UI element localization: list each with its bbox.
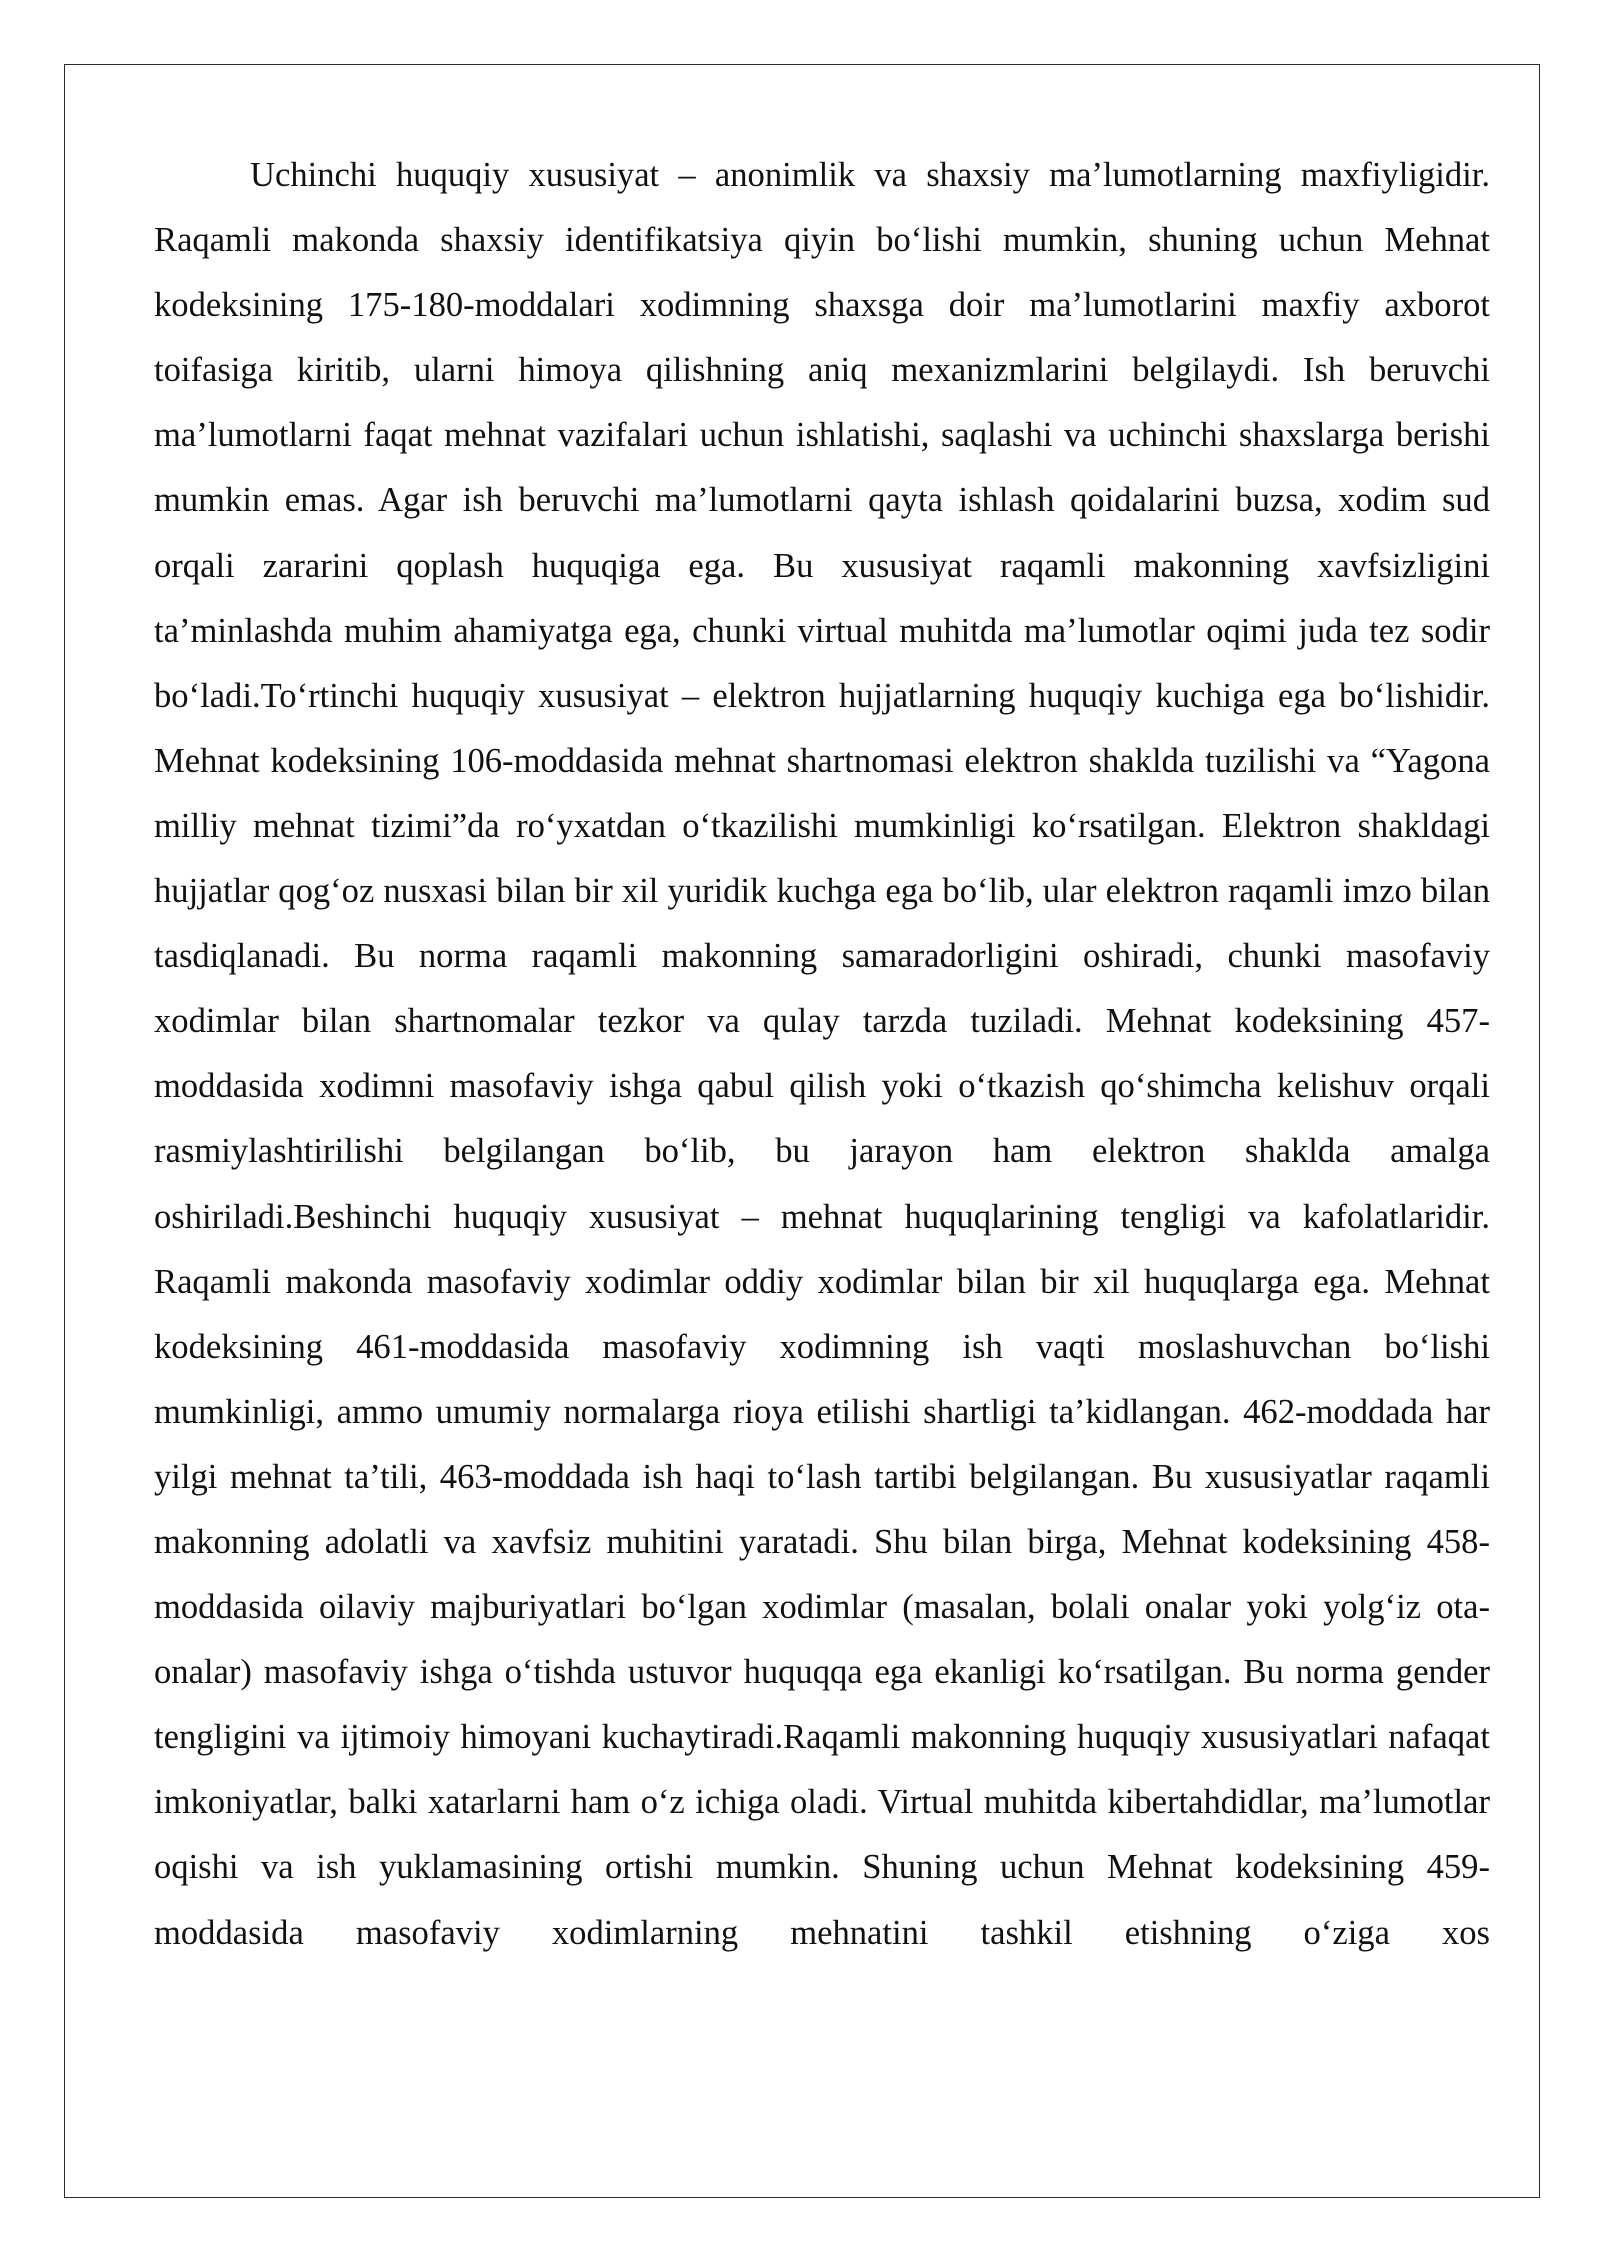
document-body [154,143,1490,1966]
paragraph: Uchinchi huquqiy xususiyat – anonimlik va shaxsiy ma’lumotlarning maxfiyligidir. Raqamli makonda shaxsiy identifikatsiya qiyin bo‘lishi mumkin, shuning uchun Mehnat kodeksining 175-180-moddalari xodimning shaxsga doir ma’lumotlarini maxfiy axborot toifasiga kiritib, ularni himoya qilishning aniq mexanizmlarini belgilaydi. Ish beruvchi ma’lumotlarni faqat mehnat vazifalari uchun ishlatishi, saqlashi va uchinchi shaxslarga berishi mumkin emas. Agar ish beruvchi ma’lumotlarni qayta ishlash qoidalarini buzsa, xodim sud orqali zararini qoplash huquqiga ega. Bu xususiyat raqamli makonning xavfsizligini ta’minlashda muhim ahamiyatga ega, chunki virtual muhitda ma’lumotlar oqimi juda tez sodir bo‘ladi.To‘rtinchi huquqiy xususiyat – elektron hujjatlarning huquqiy kuchiga ega bo‘lishidir. Mehnat kodeksining 106-moddasida mehnat shartnomasi elektron shaklda tuzilishi va “Yagona milliy mehnat tizimi”da ro‘yxatdan o‘tkazilishi mumkinligi ko‘rsatilgan. Elektron shakldagi hujjatlar qog‘oz nusxasi bilan bir xil yuridik kuchga ega bo‘lib, ular elektron raqamli imzo bilan tasdiqlanadi. Bu norma raqamli makonning samaradorligini oshiradi, chunki masofaviy xodimlar bilan shartnomalar tezkor va qulay tarzda tuziladi. Mehnat kodeksining 457-moddasida xodimni masofaviy ishga qabul qilish yoki o‘tkazish qo‘shimcha kelishuv orqali rasmiylashtirilishi belgilangan bo‘lib, bu jarayon ham elektron shaklda amalga oshiriladi.Beshinchi huquqiy xususiyat – mehnat huquqlarining tengligi va kafolatlaridir. Raqamli makonda masofaviy xodimlar oddiy xodimlar bilan bir xil huquqlarga ega. Mehnat kodeksining 461-moddasida masofaviy xodimning ish vaqti moslashuvchan bo‘lishi mumkinligi, ammo umumiy normalarga rioya etilishi shartligi ta’kidlangan. 462-moddada har yilgi mehnat ta’tili, 463-moddada ish haqi to‘lash tartibi belgilangan. Bu xususiyatlar raqamli makonning adolatli va xavfsiz muhitini yaratadi. Shu bilan birga, Mehnat kodeksining 458-moddasida oilaviy majburiyatlari bo‘lgan xodimlar (masalan, bolali onalar yoki yolg‘iz ota-onalar) masofaviy ishga o‘tishda ustuvor huquqqa ega ekanligi ko‘rsatilgan. Bu norma gender tengligini va ijtimoiy himoyani kuchaytiradi.Raqamli makonning huquqiy xususiyatlari nafaqat imkoniyatlar, balki xatarlarni ham o‘z ichiga oladi. Virtual muhitda kibertahdidlar, ma’lumotlar oqishi va ish yuklamasining ortishi mumkin. Shuning uchun Mehnat kodeksining 459-moddasida masofaviy xodimlarning mehnatini tashkil etishning o‘ziga xos [154,156,1490,1952]
